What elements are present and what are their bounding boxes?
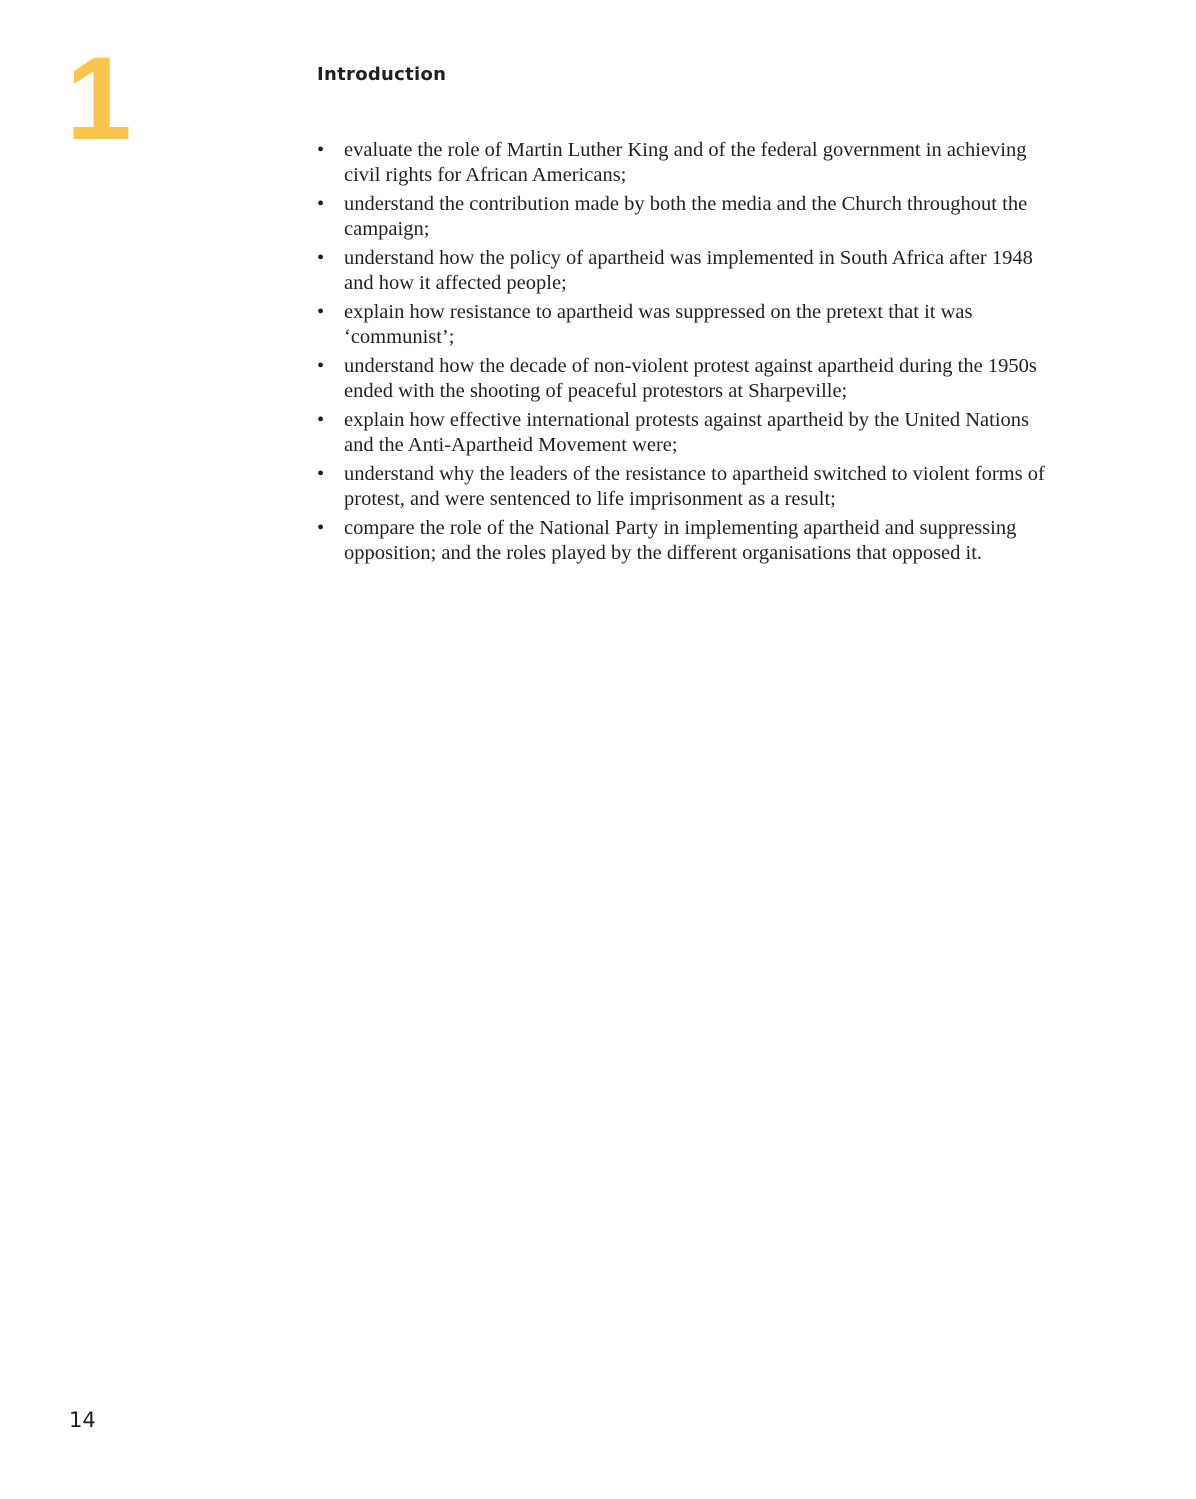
list-item-text: compare the role of the National Party in implementing apartheid and suppressing opposition; and the roles played by the different organisations that opposed it. xyxy=(344,517,1017,564)
list-item xyxy=(317,246,1047,295)
bullet-icon: • xyxy=(317,463,325,485)
section-title: Introduction xyxy=(317,64,447,85)
page-number: 14 xyxy=(69,1408,96,1432)
list-item xyxy=(317,192,1047,241)
list-item xyxy=(317,462,1047,511)
bullet-icon: • xyxy=(317,301,325,323)
bullet-icon: • xyxy=(317,139,325,161)
list-item-text: explain how effective international protests against apartheid by the United Nations and the Anti-Apartheid Movement were; xyxy=(344,409,1030,456)
list-item-text: evaluate the role of Martin Luther King and of the federal government in achieving civil rights for African Americans; xyxy=(344,139,1027,186)
list-item xyxy=(317,300,1047,349)
list-item-text: explain how resistance to apartheid was suppressed on the pretext that it was ‘communist’; xyxy=(344,301,973,348)
list-item-text: understand how the policy of apartheid was implemented in South Africa after 1948 and how it affected people; xyxy=(344,247,1033,294)
list-item xyxy=(317,138,1047,187)
chapter-number: 1 xyxy=(66,33,132,165)
objective-list xyxy=(317,138,1047,570)
bullet-icon: • xyxy=(317,193,325,215)
bullet-icon: • xyxy=(317,409,325,431)
list-item-text: understand how the decade of non-violent protest against apartheid during the 1950s ended with the shooting of peaceful protestors at Sharpeville; xyxy=(344,355,1037,402)
list-item-text: understand the contribution made by both the media and the Church throughout the campaign; xyxy=(344,193,1028,240)
list-item xyxy=(317,354,1047,403)
bullet-icon: • xyxy=(317,247,325,269)
bullet-icon: • xyxy=(317,517,325,539)
list-item xyxy=(317,408,1047,457)
list-item-text: understand why the leaders of the resistance to apartheid switched to violent forms of protest, and were sentenced to life imprisonment as a result; xyxy=(344,463,1045,510)
bullet-icon: • xyxy=(317,355,325,377)
list-item xyxy=(317,516,1047,565)
